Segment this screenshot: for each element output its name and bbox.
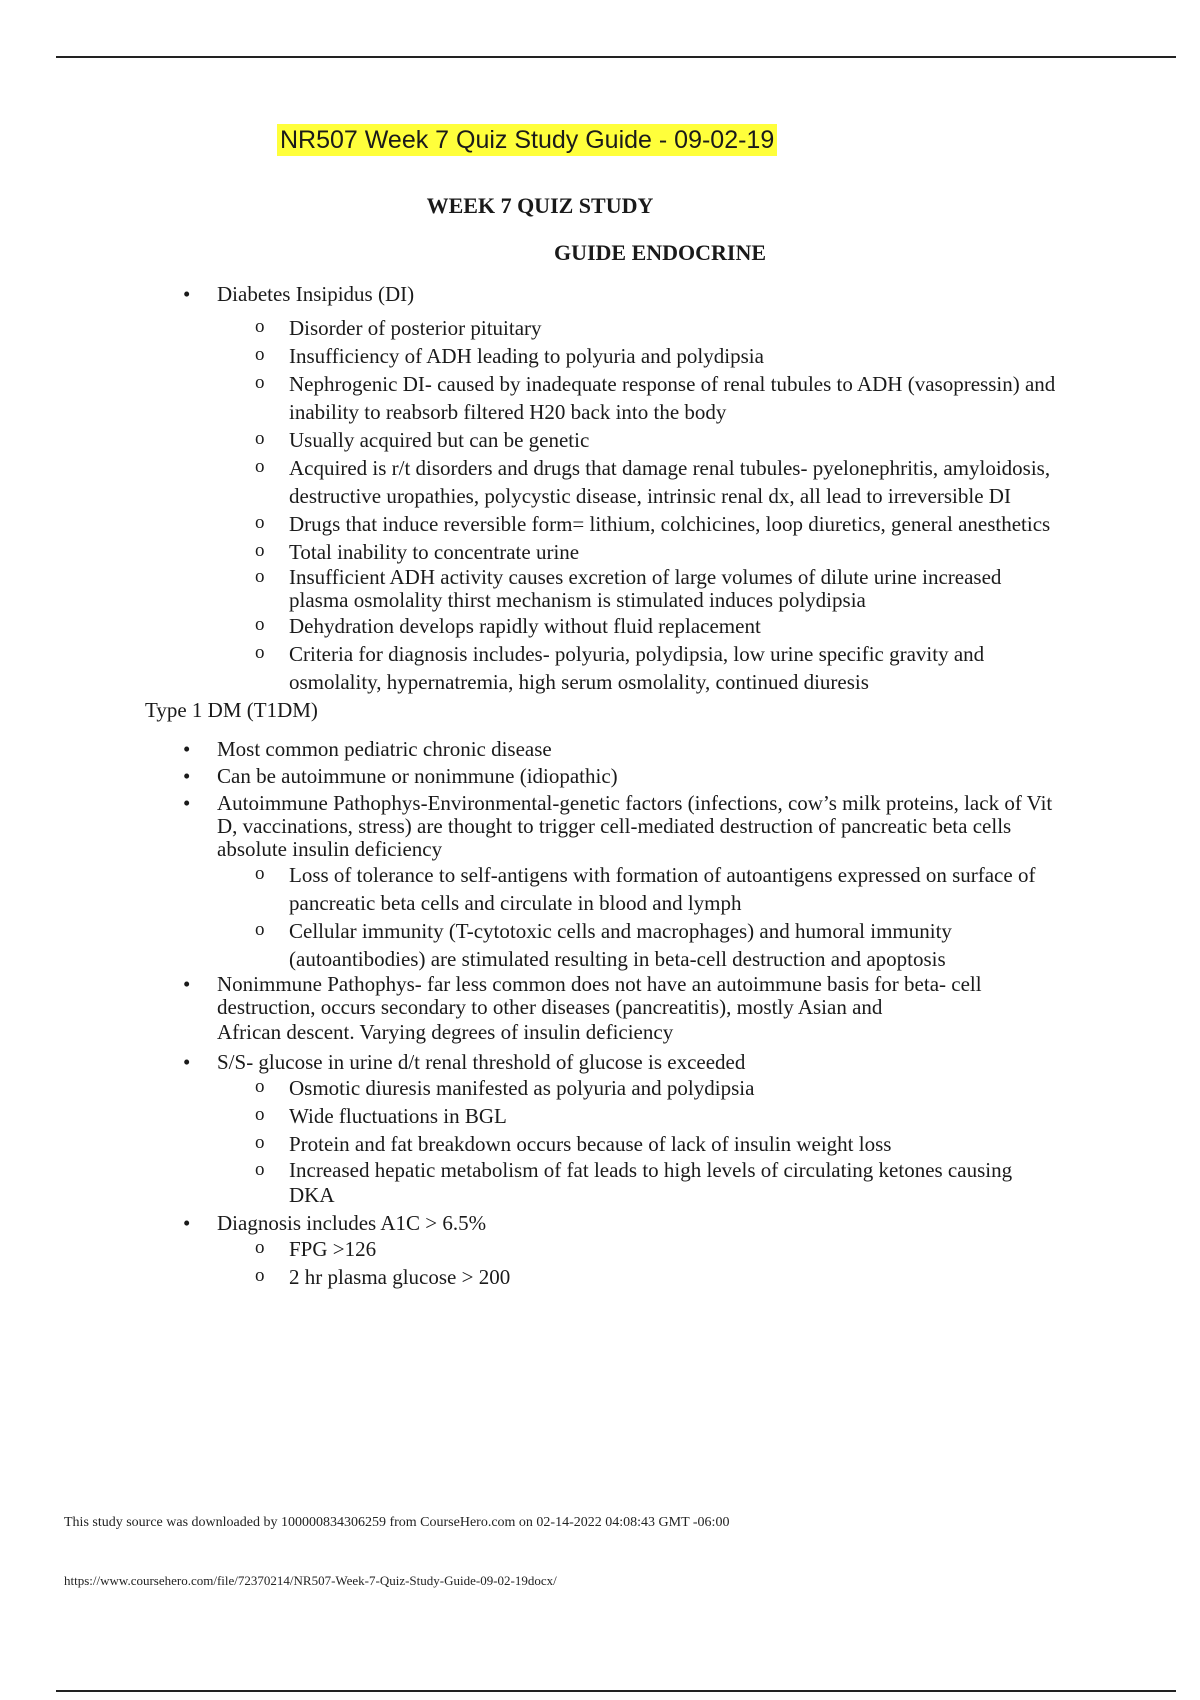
bullet-continuation: African descent. Varying degrees of insulin deficiency: [217, 1020, 674, 1044]
sub-item: o Wide fluctuations in BGL: [0, 1102, 1200, 1130]
sub-item: o Disorder of posterior pituitary: [0, 314, 1200, 342]
sub-item: o Total inability to concentrate urine: [0, 538, 1200, 566]
bullet: • Autoimmune Pathophys-Environmental-genetic factors (infections, cow’s milk proteins, lack of Vit D, vaccinations, stress) are thought to trigger cell-mediated destruction of pancreatic beta cells absolute insulin deficiency: [0, 792, 1200, 861]
bullet: • Most common pediatric chronic disease: [0, 738, 1200, 761]
bullet: • Can be autoimmune or nonimmune (idiopathic): [0, 765, 1200, 788]
bullet: • S/S- glucose in urine d/t renal threshold of glucose is exceeded: [0, 1051, 1200, 1074]
sub-item: o 2 hr plasma glucose > 200: [0, 1263, 1200, 1291]
sub-item: o Osmotic diuresis manifested as polyuria and polydipsia: [0, 1074, 1200, 1102]
download-source-notice: This study source was downloaded by 100000834306259 from CourseHero.com on 02-14-2022 04:08:43 GMT -06:00: [64, 1515, 730, 1530]
sub-item: o Criteria for diagnosis includes- polyuria, polydipsia, low urine specific gravity and osmolality, hypernatremia, high serum osmolality, continued diuresis: [0, 640, 1200, 696]
page-title-line-2: GUIDE ENDOCRINE: [553, 240, 767, 265]
sub-item: o Dehydration develops rapidly without fluid replacement: [0, 612, 1200, 640]
page-title-line-1: WEEK 7 QUIZ STUDY: [426, 193, 654, 218]
highlighted-document-title: NR507 Week 7 Quiz Study Guide - 09-02-19: [277, 124, 777, 156]
sub-item: o Drugs that induce reversible form= lithium, colchicines, loop diuretics, general anesthetics: [0, 510, 1200, 538]
sub-item: o Loss of tolerance to self-antigens with formation of autoantigens expressed on surface of pancreatic beta cells and circulate in blood and lymph: [0, 861, 1200, 917]
section-heading-type-1-dm: Type 1 DM (T1DM): [145, 698, 318, 722]
source-url: https://www.coursehero.com/file/72370214/NR507-Week-7-Quiz-Study-Guide-09-02-19docx/: [64, 1573, 557, 1588]
sub-item: o Increased hepatic metabolism of fat leads to high levels of circulating ketones causing DKA: [0, 1158, 1200, 1208]
sub-item: o FPG >126: [0, 1235, 1200, 1263]
sub-item: o Nephrogenic DI- caused by inadequate response of renal tubules to ADH (vasopressin) and inability to reabsorb filtered H20 back into the body: [0, 370, 1200, 426]
bullet: • Diagnosis includes A1C > 6.5%: [0, 1212, 1200, 1235]
sub-item: o Protein and fat breakdown occurs because of lack of insulin weight loss: [0, 1130, 1200, 1158]
sub-item: o Usually acquired but can be genetic: [0, 426, 1200, 454]
bottom-rule: [56, 1690, 1176, 1692]
study-guide-content: [0, 283, 1200, 1291]
sub-item: o Insufficient ADH activity causes excretion of large volumes of dilute urine increased plasma osmolality thirst mechanism is stimulated induces polydipsia: [0, 566, 1200, 612]
sub-item: o Acquired is r/t disorders and drugs that damage renal tubules- pyelonephritis, amyloidosis, destructive uropathies, polycystic disease, intrinsic renal dx, all lead to irreversible DI: [0, 454, 1200, 510]
sub-item: o Insufficiency of ADH leading to polyuria and polydipsia: [0, 342, 1200, 370]
top-rule: [56, 56, 1176, 58]
sub-item: o Cellular immunity (T-cytotoxic cells and macrophages) and humoral immunity (autoantibodies) are stimulated resulting in beta-cell destruction and apoptosis: [0, 917, 1200, 973]
bullet: • Nonimmune Pathophys- far less common does not have an autoimmune basis for beta- cell destruction, occurs secondary to other diseases (pancreatitis), mostly Asian and: [0, 973, 1200, 1019]
bullet-diabetes-insipidus: • Diabetes Insipidus (DI): [0, 283, 1200, 306]
